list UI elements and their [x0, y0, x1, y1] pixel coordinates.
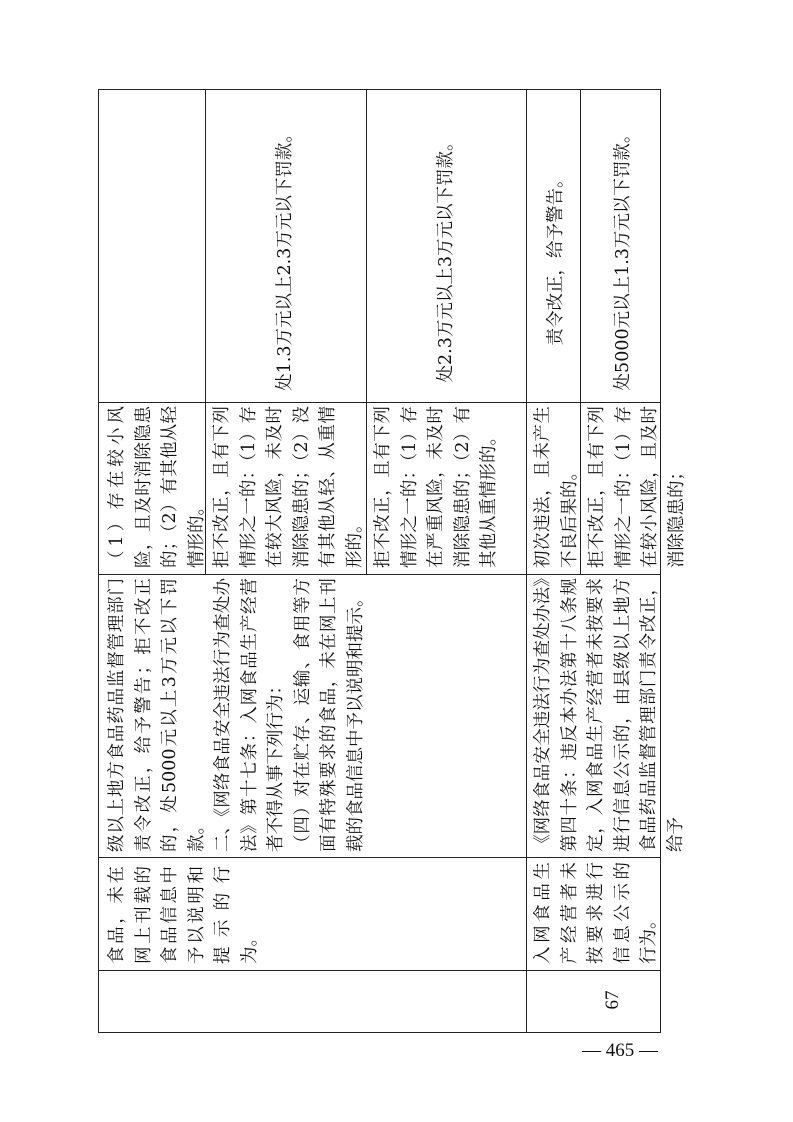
standard-cell: 责令改正，给予警告。: [546, 170, 566, 346]
standard-cell: 处5000元以上1.3万元以下罚款。: [613, 125, 633, 391]
basis-cell: 《网络食品安全违法行为查处办法》第四十条：违反本办法第十八条规定，入网食品生产经营者未按要求进行信息公示的，由县级以上地方食品药品监督管理部门责令改正，给予: [533, 578, 686, 852]
basis-cell: [104, 575, 529, 855]
circumstance-cell: 拒不改正，且有下列情形之一的：（1）存在较小风险，且及时消除隐患的；: [587, 406, 687, 568]
basis-paragraph: 级以上地方食品药品监督管理部门责令改正，给予警告；拒不改正的，处5000元以上3万元以下罚款。: [107, 578, 207, 852]
behavior-cell: 入网食品生产经营者未按要求进行信息公示的行为。: [533, 862, 659, 964]
circumstance-cell: 拒不改正，且有下列情形之一的：（1）存在较大风险，未及时消除隐患的；（2）没有其他从轻、从重情形的。: [212, 406, 365, 568]
row-number: 67: [602, 990, 623, 1010]
table-border-left: [98, 89, 99, 1033]
column-line-behavior: [98, 857, 661, 858]
basis-paragraph: （四）对在贮存、运输、食用等方面有特殊要求的食品，未在网上刊载的食品信息中予以说明和提示。: [292, 578, 366, 852]
behavior-cell: 食品，未在网上刊载的食品信息中予以说明和提示的行为。: [107, 866, 260, 964]
page-number: — 465 —: [582, 1040, 658, 1061]
column-line-number: [98, 970, 661, 971]
table-border-top: [98, 89, 661, 90]
circumstance-cell: 初次违法，且未产生不良后果的。: [533, 406, 580, 568]
circumstance-cell: 拒不改正，且有下列情形之一的：（1）存在严重风险，未及时消除隐患的；（2）有其他从重情形的。: [373, 406, 499, 568]
basis-paragraph: 二、《网络食品安全违法行为查处办法》第十七条：入网食品生产经营者不得从事下列行为：: [213, 578, 286, 852]
circumstance-cell: （1）存在较小风险，且及时消除隐患的；（2）有其他从轻情形的。: [107, 406, 207, 568]
standard-cell: 处1.3万元以上2.3万元以下罚款。: [275, 125, 295, 391]
standard-cell: 处2.3万元以上3万元以下罚款。: [436, 133, 456, 383]
table-border-bottom: [98, 1032, 661, 1033]
